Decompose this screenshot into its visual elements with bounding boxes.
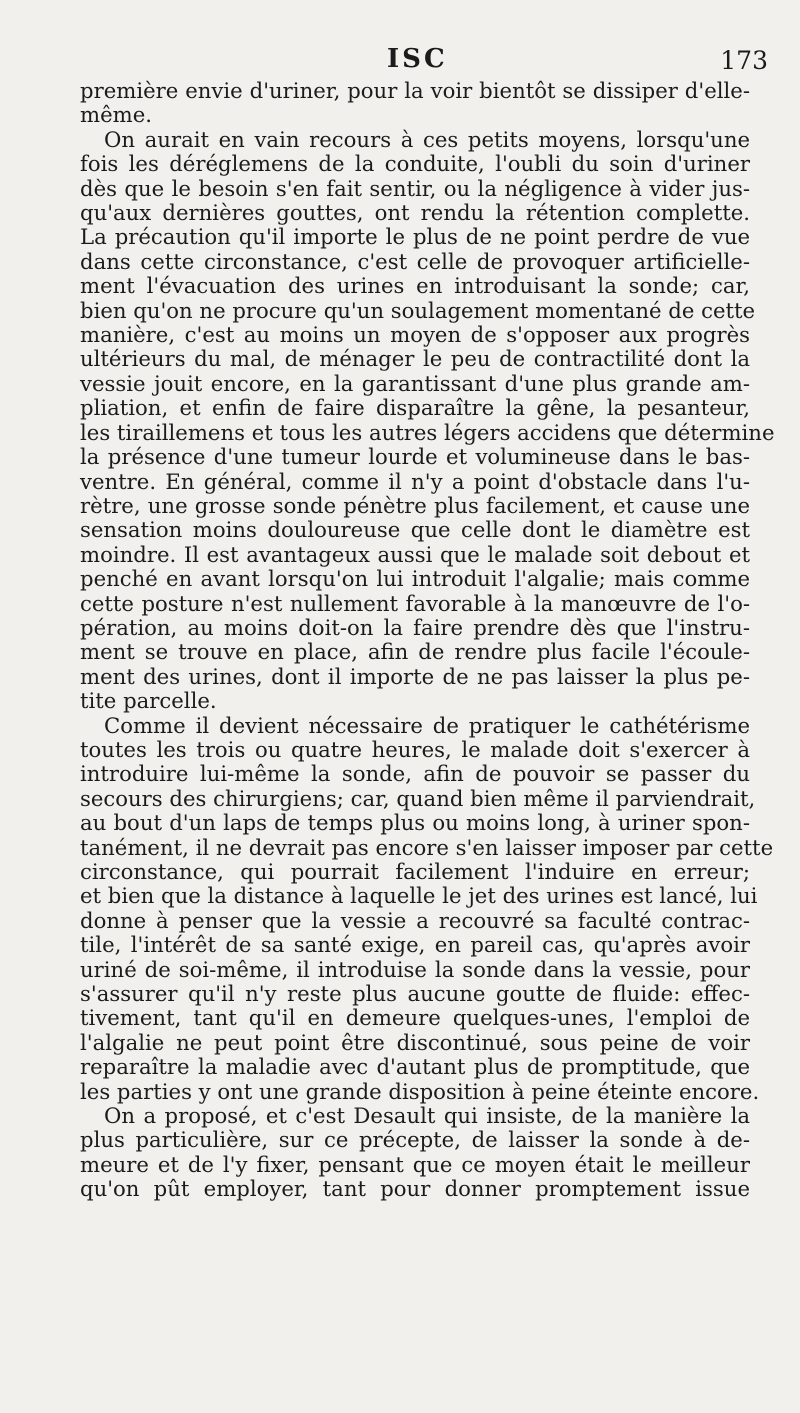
text-line: sensation moins douloureuse que celle dont le diamètre est [80,517,750,543]
text-line: dans cette circonstance, c'est celle de provoquer artificielle- [80,248,750,274]
text-line: meure et de l'y fixer, pensant que ce moyen était le meilleur [80,1151,750,1177]
text-line: première envie d'uriner, pour la voir bientôt se dissiper d'elle- [80,78,750,103]
text-line: tile, l'intérêt de sa santé exige, en pareil cas, qu'après avoir [80,932,750,958]
text-line: ment se trouve en place, afin de rendre plus facile l'écoule- [80,639,750,665]
text-line: introduire lui-même la sonde, afin de pouvoir se passer du [80,761,750,787]
text-line: manière, c'est au moins un moyen de s'opposer aux progrès [80,322,750,348]
text-line: pliation, et enfin de faire disparaître la gêne, la pesanteur, [80,395,750,421]
text-line: et bien que la distance à laquelle le jet des urines est lancé, lui [80,883,758,909]
text-line: toutes les trois ou quatre heures, le malade doit s'exercer à [80,736,750,762]
text-line: ment des urines, dont il importe de ne pas laisser la plus pe- [80,663,750,689]
text-line: uriné de soi-même, il introduise la sonde dans la vessie, pour [80,956,750,982]
text-line: la présence d'une tumeur lourde et volumineuse dans le bas- [80,444,750,470]
text-line: penché en avant lorsqu'on lui introduit l'algalie; mais comme [80,566,750,592]
page-number: 173 [720,46,768,75]
text-line: reparaître la maladie avec d'autant plus de promptitude, que [80,1054,750,1080]
text-line: les parties y ont une grande disposition à peine éteinte encore. [80,1078,760,1104]
paragraph-first-line: Comme il devient nécessaire de pratiquer le cathétérisme [104,712,750,738]
running-head [0,44,800,80]
text-line: plus particulière, sur ce précepte, de laisser la sonde à de- [80,1127,750,1153]
paragraph-first-line: On aurait en vain recours à ces petits moyens, lorsqu'une [104,126,750,152]
text-line: vessie jouit encore, en la garantissant d'une plus grande am- [80,370,750,396]
text-line: ment l'évacuation des urines en introduisant la sonde; car, [80,273,750,299]
text-line: ultérieurs du mal, de ménager le peu de contractilité dont la [80,346,750,372]
text-line: même. [80,102,152,128]
text-line: s'assurer qu'il n'y reste plus aucune goutte de fluide: effec- [80,981,750,1007]
text-line: qu'on pût employer, tant pour donner promptement issue [80,1176,750,1202]
paragraph-first-line: On a proposé, et c'est Desault qui insiste, de la manière la [104,1103,750,1129]
text-line: bien qu'on ne procure qu'un soulagement momentané de cette [80,297,756,323]
text-line: La précaution qu'il importe le plus de ne point perdre de vue [80,224,750,250]
text-line: moindre. Il est avantageux aussi que le malade soit debout et [80,541,750,567]
text-line: dès que le besoin s'en fait sentir, ou la négligence à vider jus- [80,175,750,201]
text-line: circonstance, qui pourrait facilement l'induire en erreur; [80,859,750,884]
text-line: tivement, tant qu'il en demeure quelques-unes, l'emploi de [80,1005,750,1031]
text-line: secours des chirurgiens; car, quand bien même il parviendrait, [80,785,756,811]
running-head-title: ISC [387,44,448,74]
text-line: tanément, il ne devrait pas encore s'en laisser imposer par cette [80,834,774,860]
text-line: les tiraillemens et tous les autres légers accidens que détermine [80,419,775,445]
text-line: tite parcelle. [80,688,217,714]
text-line: pération, au moins doit-on la faire prendre dès que l'instru- [80,614,750,640]
text-line: qu'aux dernières gouttes, ont rendu la rétention complette. [80,200,750,226]
text-line: ventre. En général, comme il n'y a point d'obstacle dans l'u- [80,468,750,494]
text-line: fois les déréglemens de la conduite, l'oubli du soin d'uriner [80,151,750,177]
text-line: donne à penser que la vessie a recouvré sa faculté contrac- [80,907,750,933]
text-line: au bout d'un laps de temps plus ou moins long, à uriner spon- [80,810,750,836]
body-text [80,78,775,1202]
text-line: l'algalie ne peut point être discontinué, sous peine de voir [80,1029,750,1055]
text-line: cette posture n'est nullement favorable à la manœuvre de l'o- [80,590,750,616]
text-line: rètre, une grosse sonde pénètre plus facilement, et cause une [80,492,750,518]
